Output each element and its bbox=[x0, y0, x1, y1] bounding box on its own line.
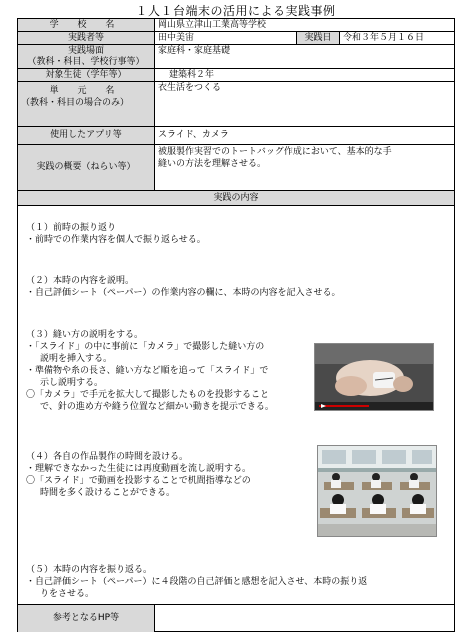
step-line: ・自己評価シート（ペーパー）の作業内容の欄に、本時の内容を記入させる。 bbox=[26, 288, 341, 298]
scene-value: 家庭科・家庭基礎 bbox=[158, 46, 231, 56]
step-line: ・準備物や糸の長さ、縫い方など順を追って「スライド」で bbox=[26, 366, 269, 376]
content-section bbox=[18, 191, 454, 605]
step-line: ・理解できなかった生徒には再度動画を流し説明する。 bbox=[26, 464, 252, 474]
step-3 bbox=[26, 329, 274, 413]
ref-value bbox=[155, 605, 454, 632]
sewing-image bbox=[315, 344, 433, 410]
step-line: 示し説明する。 bbox=[40, 378, 104, 388]
date-label: 実践日 bbox=[297, 32, 340, 44]
report-table bbox=[17, 18, 455, 632]
apps-label: 使用したアプリ等 bbox=[18, 127, 155, 144]
step-5 bbox=[26, 564, 367, 600]
row-overview bbox=[18, 145, 454, 191]
practitioner-label: 実践者等 bbox=[18, 32, 155, 44]
target-value: 建築科２年 bbox=[169, 70, 215, 80]
school-label: 学 校 名 bbox=[18, 19, 155, 31]
sewing-photo bbox=[314, 343, 434, 411]
step-line: ・前時での作業内容を個人で振り返らせる。 bbox=[26, 235, 206, 245]
step-line: 〇「カメラ」で手元を拡大して撮影したものを投影すること bbox=[26, 390, 270, 400]
step-line: 説明を挿入する。 bbox=[40, 354, 113, 364]
step-1 bbox=[26, 222, 206, 246]
unit-label: 単 元 名 （教科・科目の場合のみ） bbox=[18, 82, 155, 126]
row-school bbox=[18, 19, 454, 32]
step-line: で、針の進め方や縫う位置など細かい動きを提示できる。 bbox=[40, 402, 274, 412]
row-scene bbox=[18, 45, 454, 69]
section-title: 実践の内容 bbox=[18, 191, 454, 206]
step-line: 時間を多く設けることができる。 bbox=[40, 488, 176, 498]
content-body bbox=[18, 205, 454, 604]
step-heading: （４）各自の作品製作の時間を設ける。 bbox=[26, 452, 189, 462]
school-value: 岡山県立津山工業高等学校 bbox=[158, 20, 267, 30]
row-unit bbox=[18, 82, 454, 127]
step-heading: （２）本時の内容を説明。 bbox=[26, 276, 135, 286]
step-line: りをさせる。 bbox=[40, 589, 95, 599]
page-title: １人１台端末の活用による実践事例 bbox=[135, 4, 336, 18]
step-heading: （５）本時の内容を振り返る。 bbox=[26, 565, 153, 575]
unit-value: 衣生活をつくる bbox=[158, 83, 222, 93]
classroom-image bbox=[318, 446, 436, 536]
target-label: 対象生徒（学年等） bbox=[18, 69, 155, 81]
apps-value: スライド、カメラ bbox=[158, 130, 229, 140]
ref-label: 参考となるHP等 bbox=[18, 605, 155, 632]
date-value: 令和３年５月１６日 bbox=[343, 33, 425, 43]
step-line: ・「スライド」の中に事前に「カメラ」で撮影した縫い方の bbox=[26, 342, 265, 352]
scene-label: 実践場面 （教科・科目、学校行事等） bbox=[18, 45, 155, 68]
overview-value: 被服製作実習でのトートバッグ作成において、基本的な手 縫いの方法を理解させる。 bbox=[158, 147, 392, 169]
row-target bbox=[18, 69, 454, 82]
step-heading: （３）縫い方の説明をする。 bbox=[26, 330, 144, 340]
step-line: 〇「スライド」で動画を投影することで机間指導などの bbox=[26, 476, 251, 486]
row-apps bbox=[18, 127, 454, 145]
step-heading: （１）前時の振り返り bbox=[26, 223, 117, 233]
practitioner-value: 田中美宙 bbox=[155, 32, 297, 44]
classroom-photo bbox=[317, 445, 437, 537]
row-practitioner bbox=[18, 32, 454, 45]
step-2 bbox=[26, 275, 341, 299]
row-reference bbox=[18, 605, 454, 632]
overview-label: 実践の概要（ねらい等） bbox=[18, 145, 155, 190]
step-4 bbox=[26, 451, 251, 499]
step-line: ・自己評価シート（ペーパー）に４段階の自己評価と感想を記入させ、本時の振り返 bbox=[26, 577, 368, 587]
